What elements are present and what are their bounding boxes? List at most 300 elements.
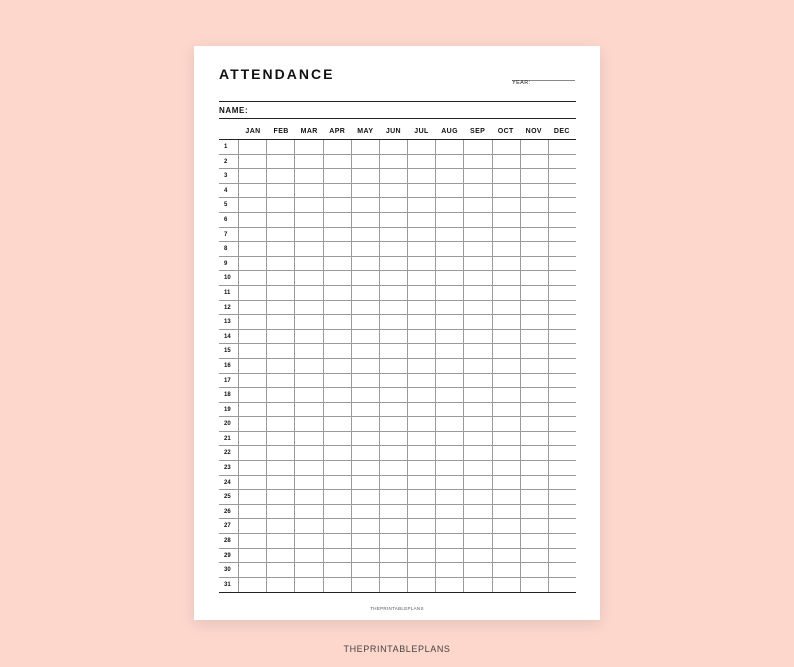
attendance-cell-oct[interactable] — [493, 359, 521, 373]
attendance-cell-may[interactable] — [352, 490, 380, 504]
attendance-cell-feb[interactable] — [267, 359, 295, 373]
attendance-cell-mar[interactable] — [295, 140, 323, 154]
attendance-cell-feb[interactable] — [267, 549, 295, 563]
attendance-cell-aug[interactable] — [436, 519, 464, 533]
attendance-cell-apr[interactable] — [324, 315, 352, 329]
attendance-cell-feb[interactable] — [267, 417, 295, 431]
attendance-cell-oct[interactable] — [493, 344, 521, 358]
attendance-cell-mar[interactable] — [295, 344, 323, 358]
attendance-cell-jul[interactable] — [408, 242, 436, 256]
attendance-cell-nov[interactable] — [521, 578, 549, 593]
attendance-cell-dec[interactable] — [549, 315, 576, 329]
attendance-cell-jul[interactable] — [408, 563, 436, 577]
attendance-cell-aug[interactable] — [436, 549, 464, 563]
attendance-cell-nov[interactable] — [521, 257, 549, 271]
attendance-cell-jun[interactable] — [380, 257, 408, 271]
attendance-cell-aug[interactable] — [436, 140, 464, 154]
attendance-cell-jun[interactable] — [380, 563, 408, 577]
attendance-cell-may[interactable] — [352, 301, 380, 315]
attendance-cell-aug[interactable] — [436, 461, 464, 475]
attendance-cell-mar[interactable] — [295, 432, 323, 446]
attendance-cell-dec[interactable] — [549, 213, 576, 227]
attendance-cell-jan[interactable] — [239, 184, 267, 198]
attendance-cell-jun[interactable] — [380, 505, 408, 519]
attendance-cell-mar[interactable] — [295, 184, 323, 198]
attendance-cell-jul[interactable] — [408, 315, 436, 329]
attendance-cell-jan[interactable] — [239, 228, 267, 242]
attendance-cell-jul[interactable] — [408, 330, 436, 344]
attendance-cell-mar[interactable] — [295, 374, 323, 388]
attendance-cell-aug[interactable] — [436, 563, 464, 577]
attendance-cell-dec[interactable] — [549, 286, 576, 300]
attendance-cell-aug[interactable] — [436, 242, 464, 256]
attendance-cell-jul[interactable] — [408, 578, 436, 593]
attendance-cell-jun[interactable] — [380, 578, 408, 593]
attendance-cell-oct[interactable] — [493, 242, 521, 256]
attendance-cell-jun[interactable] — [380, 184, 408, 198]
attendance-cell-aug[interactable] — [436, 286, 464, 300]
attendance-cell-jul[interactable] — [408, 388, 436, 402]
attendance-cell-may[interactable] — [352, 359, 380, 373]
attendance-cell-feb[interactable] — [267, 505, 295, 519]
attendance-cell-jan[interactable] — [239, 549, 267, 563]
attendance-cell-dec[interactable] — [549, 417, 576, 431]
attendance-cell-may[interactable] — [352, 271, 380, 285]
attendance-cell-feb[interactable] — [267, 403, 295, 417]
attendance-cell-mar[interactable] — [295, 169, 323, 183]
attendance-cell-sep[interactable] — [464, 461, 492, 475]
attendance-cell-feb[interactable] — [267, 257, 295, 271]
attendance-cell-mar[interactable] — [295, 359, 323, 373]
attendance-cell-apr[interactable] — [324, 140, 352, 154]
attendance-cell-nov[interactable] — [521, 242, 549, 256]
attendance-cell-jan[interactable] — [239, 461, 267, 475]
attendance-cell-may[interactable] — [352, 461, 380, 475]
attendance-cell-dec[interactable] — [549, 490, 576, 504]
attendance-cell-jul[interactable] — [408, 213, 436, 227]
attendance-cell-oct[interactable] — [493, 563, 521, 577]
attendance-cell-may[interactable] — [352, 549, 380, 563]
attendance-cell-jan[interactable] — [239, 359, 267, 373]
attendance-cell-feb[interactable] — [267, 490, 295, 504]
attendance-cell-jun[interactable] — [380, 476, 408, 490]
attendance-cell-jun[interactable] — [380, 490, 408, 504]
attendance-cell-jul[interactable] — [408, 301, 436, 315]
attendance-cell-jun[interactable] — [380, 549, 408, 563]
attendance-cell-may[interactable] — [352, 388, 380, 402]
attendance-cell-jul[interactable] — [408, 490, 436, 504]
attendance-cell-nov[interactable] — [521, 315, 549, 329]
attendance-cell-apr[interactable] — [324, 490, 352, 504]
attendance-cell-nov[interactable] — [521, 184, 549, 198]
attendance-cell-mar[interactable] — [295, 242, 323, 256]
attendance-cell-dec[interactable] — [549, 344, 576, 358]
attendance-cell-jun[interactable] — [380, 330, 408, 344]
attendance-cell-apr[interactable] — [324, 301, 352, 315]
attendance-cell-feb[interactable] — [267, 374, 295, 388]
attendance-cell-jan[interactable] — [239, 140, 267, 154]
attendance-cell-oct[interactable] — [493, 140, 521, 154]
attendance-cell-aug[interactable] — [436, 374, 464, 388]
attendance-cell-jul[interactable] — [408, 519, 436, 533]
attendance-cell-dec[interactable] — [549, 257, 576, 271]
attendance-cell-apr[interactable] — [324, 198, 352, 212]
attendance-cell-jul[interactable] — [408, 549, 436, 563]
attendance-cell-dec[interactable] — [549, 563, 576, 577]
attendance-cell-jun[interactable] — [380, 242, 408, 256]
attendance-cell-nov[interactable] — [521, 446, 549, 460]
attendance-cell-apr[interactable] — [324, 563, 352, 577]
attendance-cell-apr[interactable] — [324, 519, 352, 533]
attendance-cell-nov[interactable] — [521, 534, 549, 548]
attendance-cell-aug[interactable] — [436, 228, 464, 242]
attendance-cell-sep[interactable] — [464, 490, 492, 504]
attendance-cell-feb[interactable] — [267, 388, 295, 402]
attendance-cell-jun[interactable] — [380, 315, 408, 329]
attendance-cell-dec[interactable] — [549, 519, 576, 533]
attendance-cell-mar[interactable] — [295, 534, 323, 548]
attendance-cell-may[interactable] — [352, 563, 380, 577]
attendance-cell-mar[interactable] — [295, 228, 323, 242]
attendance-cell-feb[interactable] — [267, 315, 295, 329]
attendance-cell-nov[interactable] — [521, 519, 549, 533]
attendance-cell-may[interactable] — [352, 315, 380, 329]
attendance-cell-sep[interactable] — [464, 476, 492, 490]
attendance-cell-jun[interactable] — [380, 432, 408, 446]
attendance-cell-may[interactable] — [352, 578, 380, 593]
attendance-cell-aug[interactable] — [436, 344, 464, 358]
attendance-cell-jun[interactable] — [380, 374, 408, 388]
attendance-cell-sep[interactable] — [464, 184, 492, 198]
attendance-cell-dec[interactable] — [549, 549, 576, 563]
attendance-cell-sep[interactable] — [464, 534, 492, 548]
attendance-cell-apr[interactable] — [324, 505, 352, 519]
attendance-cell-mar[interactable] — [295, 213, 323, 227]
attendance-cell-nov[interactable] — [521, 461, 549, 475]
attendance-cell-dec[interactable] — [549, 140, 576, 154]
attendance-cell-jul[interactable] — [408, 257, 436, 271]
attendance-cell-dec[interactable] — [549, 534, 576, 548]
attendance-cell-feb[interactable] — [267, 330, 295, 344]
attendance-cell-dec[interactable] — [549, 461, 576, 475]
attendance-cell-sep[interactable] — [464, 155, 492, 169]
attendance-cell-dec[interactable] — [549, 446, 576, 460]
attendance-cell-jul[interactable] — [408, 403, 436, 417]
attendance-cell-may[interactable] — [352, 155, 380, 169]
attendance-cell-nov[interactable] — [521, 228, 549, 242]
attendance-cell-oct[interactable] — [493, 315, 521, 329]
attendance-cell-mar[interactable] — [295, 476, 323, 490]
attendance-cell-sep[interactable] — [464, 388, 492, 402]
attendance-cell-mar[interactable] — [295, 519, 323, 533]
attendance-cell-feb[interactable] — [267, 198, 295, 212]
attendance-cell-oct[interactable] — [493, 549, 521, 563]
attendance-cell-mar[interactable] — [295, 505, 323, 519]
attendance-cell-jul[interactable] — [408, 432, 436, 446]
attendance-cell-apr[interactable] — [324, 169, 352, 183]
attendance-cell-jan[interactable] — [239, 315, 267, 329]
attendance-cell-dec[interactable] — [549, 578, 576, 593]
attendance-cell-jul[interactable] — [408, 461, 436, 475]
attendance-cell-aug[interactable] — [436, 184, 464, 198]
attendance-cell-oct[interactable] — [493, 184, 521, 198]
attendance-cell-apr[interactable] — [324, 228, 352, 242]
attendance-cell-apr[interactable] — [324, 446, 352, 460]
attendance-cell-may[interactable] — [352, 534, 380, 548]
attendance-cell-jun[interactable] — [380, 301, 408, 315]
attendance-cell-jan[interactable] — [239, 169, 267, 183]
attendance-cell-dec[interactable] — [549, 169, 576, 183]
attendance-cell-may[interactable] — [352, 213, 380, 227]
attendance-cell-jul[interactable] — [408, 534, 436, 548]
attendance-cell-apr[interactable] — [324, 461, 352, 475]
attendance-cell-dec[interactable] — [549, 505, 576, 519]
attendance-cell-mar[interactable] — [295, 330, 323, 344]
attendance-cell-apr[interactable] — [324, 271, 352, 285]
attendance-cell-sep[interactable] — [464, 344, 492, 358]
attendance-cell-jun[interactable] — [380, 140, 408, 154]
attendance-cell-mar[interactable] — [295, 461, 323, 475]
attendance-cell-jun[interactable] — [380, 213, 408, 227]
attendance-cell-may[interactable] — [352, 432, 380, 446]
attendance-cell-aug[interactable] — [436, 169, 464, 183]
attendance-cell-jan[interactable] — [239, 257, 267, 271]
attendance-cell-oct[interactable] — [493, 286, 521, 300]
attendance-cell-mar[interactable] — [295, 198, 323, 212]
attendance-cell-jun[interactable] — [380, 403, 408, 417]
attendance-cell-oct[interactable] — [493, 403, 521, 417]
attendance-cell-aug[interactable] — [436, 155, 464, 169]
attendance-cell-apr[interactable] — [324, 417, 352, 431]
attendance-cell-feb[interactable] — [267, 578, 295, 593]
attendance-cell-feb[interactable] — [267, 286, 295, 300]
attendance-cell-aug[interactable] — [436, 271, 464, 285]
attendance-cell-mar[interactable] — [295, 403, 323, 417]
attendance-cell-mar[interactable] — [295, 257, 323, 271]
attendance-cell-feb[interactable] — [267, 344, 295, 358]
attendance-cell-jul[interactable] — [408, 228, 436, 242]
attendance-cell-sep[interactable] — [464, 403, 492, 417]
attendance-cell-sep[interactable] — [464, 505, 492, 519]
attendance-cell-jul[interactable] — [408, 446, 436, 460]
attendance-cell-sep[interactable] — [464, 301, 492, 315]
attendance-cell-apr[interactable] — [324, 213, 352, 227]
attendance-cell-sep[interactable] — [464, 198, 492, 212]
attendance-cell-aug[interactable] — [436, 359, 464, 373]
attendance-cell-nov[interactable] — [521, 359, 549, 373]
attendance-cell-apr[interactable] — [324, 578, 352, 593]
attendance-cell-oct[interactable] — [493, 476, 521, 490]
attendance-cell-jul[interactable] — [408, 198, 436, 212]
attendance-cell-nov[interactable] — [521, 417, 549, 431]
attendance-cell-mar[interactable] — [295, 315, 323, 329]
attendance-cell-jul[interactable] — [408, 476, 436, 490]
attendance-cell-aug[interactable] — [436, 388, 464, 402]
attendance-cell-may[interactable] — [352, 242, 380, 256]
attendance-cell-jun[interactable] — [380, 534, 408, 548]
attendance-cell-oct[interactable] — [493, 461, 521, 475]
attendance-cell-feb[interactable] — [267, 140, 295, 154]
attendance-cell-may[interactable] — [352, 140, 380, 154]
attendance-cell-apr[interactable] — [324, 155, 352, 169]
attendance-cell-aug[interactable] — [436, 257, 464, 271]
attendance-cell-may[interactable] — [352, 184, 380, 198]
attendance-cell-aug[interactable] — [436, 432, 464, 446]
attendance-cell-oct[interactable] — [493, 301, 521, 315]
attendance-cell-jan[interactable] — [239, 476, 267, 490]
attendance-cell-mar[interactable] — [295, 446, 323, 460]
attendance-cell-jun[interactable] — [380, 417, 408, 431]
attendance-cell-sep[interactable] — [464, 563, 492, 577]
attendance-cell-dec[interactable] — [549, 330, 576, 344]
attendance-cell-oct[interactable] — [493, 578, 521, 593]
attendance-cell-feb[interactable] — [267, 228, 295, 242]
attendance-cell-jun[interactable] — [380, 271, 408, 285]
attendance-cell-jun[interactable] — [380, 388, 408, 402]
attendance-cell-jun[interactable] — [380, 344, 408, 358]
attendance-cell-dec[interactable] — [549, 476, 576, 490]
attendance-cell-jan[interactable] — [239, 198, 267, 212]
attendance-cell-nov[interactable] — [521, 213, 549, 227]
attendance-cell-feb[interactable] — [267, 461, 295, 475]
attendance-cell-nov[interactable] — [521, 140, 549, 154]
attendance-cell-jan[interactable] — [239, 519, 267, 533]
attendance-cell-nov[interactable] — [521, 155, 549, 169]
attendance-cell-apr[interactable] — [324, 374, 352, 388]
attendance-cell-aug[interactable] — [436, 476, 464, 490]
attendance-cell-feb[interactable] — [267, 213, 295, 227]
attendance-cell-sep[interactable] — [464, 432, 492, 446]
attendance-cell-aug[interactable] — [436, 417, 464, 431]
attendance-cell-jun[interactable] — [380, 228, 408, 242]
attendance-cell-jan[interactable] — [239, 388, 267, 402]
attendance-cell-apr[interactable] — [324, 388, 352, 402]
attendance-cell-jun[interactable] — [380, 461, 408, 475]
attendance-cell-jul[interactable] — [408, 417, 436, 431]
attendance-cell-aug[interactable] — [436, 330, 464, 344]
attendance-cell-oct[interactable] — [493, 169, 521, 183]
attendance-cell-mar[interactable] — [295, 417, 323, 431]
attendance-cell-dec[interactable] — [549, 184, 576, 198]
attendance-cell-oct[interactable] — [493, 330, 521, 344]
attendance-cell-may[interactable] — [352, 257, 380, 271]
attendance-cell-aug[interactable] — [436, 534, 464, 548]
attendance-cell-jan[interactable] — [239, 242, 267, 256]
attendance-cell-aug[interactable] — [436, 446, 464, 460]
attendance-cell-feb[interactable] — [267, 242, 295, 256]
attendance-cell-nov[interactable] — [521, 198, 549, 212]
attendance-cell-apr[interactable] — [324, 476, 352, 490]
attendance-cell-nov[interactable] — [521, 271, 549, 285]
attendance-cell-jun[interactable] — [380, 169, 408, 183]
attendance-cell-may[interactable] — [352, 228, 380, 242]
attendance-cell-mar[interactable] — [295, 286, 323, 300]
attendance-cell-mar[interactable] — [295, 301, 323, 315]
attendance-cell-sep[interactable] — [464, 228, 492, 242]
attendance-cell-jan[interactable] — [239, 286, 267, 300]
attendance-cell-apr[interactable] — [324, 184, 352, 198]
attendance-cell-sep[interactable] — [464, 519, 492, 533]
attendance-cell-jun[interactable] — [380, 519, 408, 533]
attendance-cell-may[interactable] — [352, 344, 380, 358]
attendance-cell-aug[interactable] — [436, 505, 464, 519]
year-field[interactable] — [512, 71, 575, 86]
attendance-cell-dec[interactable] — [549, 403, 576, 417]
attendance-cell-oct[interactable] — [493, 388, 521, 402]
attendance-cell-nov[interactable] — [521, 476, 549, 490]
attendance-cell-sep[interactable] — [464, 549, 492, 563]
attendance-cell-apr[interactable] — [324, 344, 352, 358]
attendance-cell-apr[interactable] — [324, 359, 352, 373]
attendance-cell-feb[interactable] — [267, 169, 295, 183]
attendance-cell-apr[interactable] — [324, 534, 352, 548]
attendance-cell-nov[interactable] — [521, 403, 549, 417]
attendance-cell-oct[interactable] — [493, 446, 521, 460]
attendance-cell-dec[interactable] — [549, 198, 576, 212]
attendance-cell-sep[interactable] — [464, 374, 492, 388]
attendance-cell-sep[interactable] — [464, 417, 492, 431]
attendance-cell-jan[interactable] — [239, 534, 267, 548]
attendance-cell-jan[interactable] — [239, 446, 267, 460]
attendance-cell-may[interactable] — [352, 286, 380, 300]
attendance-cell-apr[interactable] — [324, 286, 352, 300]
attendance-cell-jan[interactable] — [239, 417, 267, 431]
attendance-cell-oct[interactable] — [493, 198, 521, 212]
attendance-cell-jan[interactable] — [239, 155, 267, 169]
attendance-cell-mar[interactable] — [295, 578, 323, 593]
attendance-cell-mar[interactable] — [295, 155, 323, 169]
attendance-cell-dec[interactable] — [549, 432, 576, 446]
attendance-cell-dec[interactable] — [549, 388, 576, 402]
attendance-cell-jul[interactable] — [408, 344, 436, 358]
attendance-cell-sep[interactable] — [464, 140, 492, 154]
attendance-cell-apr[interactable] — [324, 330, 352, 344]
attendance-cell-mar[interactable] — [295, 549, 323, 563]
attendance-cell-nov[interactable] — [521, 563, 549, 577]
attendance-cell-may[interactable] — [352, 446, 380, 460]
attendance-cell-nov[interactable] — [521, 301, 549, 315]
attendance-cell-jan[interactable] — [239, 403, 267, 417]
attendance-cell-apr[interactable] — [324, 432, 352, 446]
attendance-cell-feb[interactable] — [267, 534, 295, 548]
attendance-cell-jul[interactable] — [408, 505, 436, 519]
attendance-cell-jan[interactable] — [239, 490, 267, 504]
attendance-cell-jun[interactable] — [380, 359, 408, 373]
attendance-cell-may[interactable] — [352, 330, 380, 344]
attendance-cell-oct[interactable] — [493, 374, 521, 388]
attendance-cell-jan[interactable] — [239, 374, 267, 388]
attendance-cell-feb[interactable] — [267, 271, 295, 285]
attendance-cell-dec[interactable] — [549, 359, 576, 373]
attendance-cell-feb[interactable] — [267, 519, 295, 533]
attendance-cell-sep[interactable] — [464, 359, 492, 373]
attendance-cell-mar[interactable] — [295, 563, 323, 577]
attendance-cell-nov[interactable] — [521, 490, 549, 504]
attendance-cell-feb[interactable] — [267, 446, 295, 460]
attendance-cell-nov[interactable] — [521, 505, 549, 519]
attendance-cell-oct[interactable] — [493, 432, 521, 446]
attendance-cell-sep[interactable] — [464, 242, 492, 256]
attendance-cell-jan[interactable] — [239, 432, 267, 446]
attendance-cell-oct[interactable] — [493, 213, 521, 227]
attendance-cell-sep[interactable] — [464, 315, 492, 329]
attendance-cell-sep[interactable] — [464, 286, 492, 300]
attendance-cell-may[interactable] — [352, 169, 380, 183]
attendance-cell-jul[interactable] — [408, 169, 436, 183]
attendance-cell-jul[interactable] — [408, 374, 436, 388]
attendance-cell-feb[interactable] — [267, 184, 295, 198]
attendance-cell-nov[interactable] — [521, 549, 549, 563]
